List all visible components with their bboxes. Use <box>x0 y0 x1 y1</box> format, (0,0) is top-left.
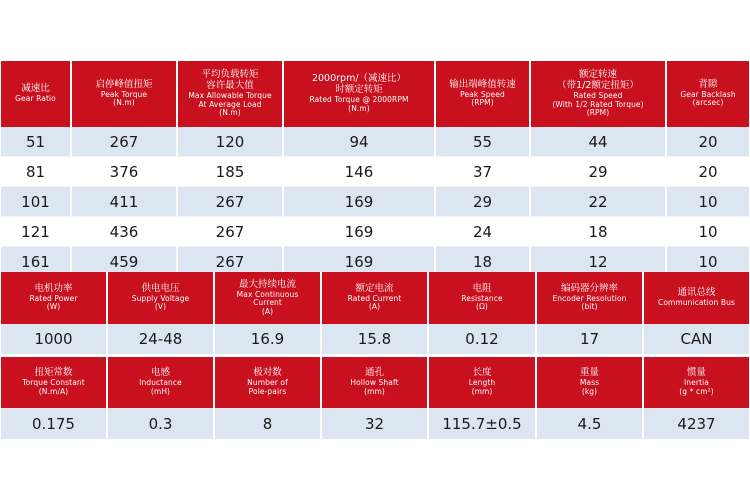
header-label-en: (A) <box>261 306 274 316</box>
header-label-en: Number of <box>247 378 288 388</box>
header-label-zh: 供电电压 <box>141 282 180 294</box>
header-label-en: Peak Speed <box>460 89 505 99</box>
header-label-zh: 额定电流 <box>355 282 394 294</box>
header-label-en: (N.m) <box>219 108 241 118</box>
header-label-en: Gear Ratio <box>15 94 56 104</box>
header-label-zh: 扭矩常数 <box>34 367 73 379</box>
table-cell: 20 <box>666 157 750 187</box>
table-cell: 10 <box>666 187 750 217</box>
header-label-zh: 极对数 <box>253 367 282 379</box>
table-cell: 0.175 <box>0 408 107 439</box>
table-cell: 10 <box>666 217 750 247</box>
column-header <box>321 357 428 408</box>
table-cell: 4237 <box>643 408 750 439</box>
header-label-en: (kg) <box>581 386 598 396</box>
header-label-zh: 通讯总线 <box>677 287 716 299</box>
table-cell: 18 <box>435 247 530 277</box>
table-cell: 146 <box>283 157 435 187</box>
table-cell: 12 <box>530 247 666 277</box>
header-label-en: Torque Constant <box>22 378 85 388</box>
column-header <box>107 357 214 408</box>
table-cell: 169 <box>283 247 435 277</box>
header-label-en: Max Allowable Torque <box>188 90 272 100</box>
table-cell: 121 <box>0 217 71 247</box>
header-label-en: Encoder Resolution <box>552 293 627 303</box>
header-label-en: (Ω) <box>476 302 488 312</box>
table-cell: 411 <box>71 187 177 217</box>
table-cell: 161 <box>0 247 71 277</box>
table-cell: 267 <box>177 187 283 217</box>
header-label-en: Rated Power <box>29 293 78 303</box>
table-row <box>0 217 750 247</box>
header-label-zh: 惯量 <box>686 367 706 379</box>
header-label-zh: 减速比 <box>21 83 50 95</box>
column-header <box>71 61 177 127</box>
column-header <box>428 357 536 408</box>
column-header <box>530 61 666 127</box>
header-label-en: Rated Current <box>347 293 402 303</box>
header-label-en: Peak Torque <box>100 89 148 99</box>
table-cell: 115.7±0.5 <box>428 408 536 439</box>
table-cell: 18 <box>530 217 666 247</box>
table-cell: 267 <box>177 247 283 277</box>
table-cell: 0.3 <box>107 408 214 439</box>
header-label-en: (N.m) <box>113 98 135 108</box>
table-row <box>0 408 750 439</box>
table-row <box>0 127 750 157</box>
column-header <box>177 61 283 127</box>
header-label-en: Rated Torque @ 2000RPM <box>309 95 409 105</box>
header-label-zh: 最大持续电流 <box>238 278 296 290</box>
header-label-en: (mm) <box>471 386 493 396</box>
header-label-zh: 电阻 <box>472 282 492 294</box>
table-cell: 0.12 <box>428 324 536 354</box>
header-label-en: Inductance <box>139 378 182 388</box>
column-header <box>321 272 428 324</box>
table-cell: 44 <box>530 127 666 157</box>
table-row <box>0 187 750 217</box>
header-label-en: (V) <box>154 302 167 312</box>
table-cell: 29 <box>435 187 530 217</box>
column-header <box>0 357 107 408</box>
header-label-zh: 编码器分辨率 <box>560 282 618 294</box>
table-cell: 436 <box>71 217 177 247</box>
header-label-en: (mm) <box>364 386 385 396</box>
column-header <box>643 272 750 324</box>
column-header <box>0 272 107 324</box>
column-header <box>536 357 643 408</box>
header-label-zh: 2000rpm/（减速比） <box>311 73 407 85</box>
table-header-row <box>0 357 750 408</box>
header-label-en: (With 1/2 Rated Torque) <box>552 99 644 109</box>
header-label-zh: （带1/2额定扭矩） <box>557 80 639 92</box>
table-cell: 185 <box>177 157 283 187</box>
table-row <box>0 324 750 354</box>
header-label-zh: 电机功率 <box>34 282 73 294</box>
header-label-en: Length <box>468 378 496 388</box>
table-cell: 24-48 <box>107 324 214 354</box>
header-label-zh: 输出端峰值转速 <box>449 78 516 90</box>
header-label-en: Current <box>253 298 282 308</box>
table-cell: 169 <box>283 217 435 247</box>
motor-mechanical-table <box>0 357 750 439</box>
header-label-en: (arcsec) <box>692 98 724 108</box>
table-cell: 51 <box>0 127 71 157</box>
header-label-en: (N.m) <box>348 103 370 113</box>
header-label-zh: 长度 <box>472 367 492 379</box>
column-header <box>214 357 321 408</box>
column-header <box>107 272 214 324</box>
table-cell: 29 <box>530 157 666 187</box>
header-label-zh: 重量 <box>579 367 599 379</box>
table-cell: 10 <box>666 247 750 277</box>
table-cell: CAN <box>643 324 750 354</box>
table-cell: 24 <box>435 217 530 247</box>
column-header <box>643 357 750 408</box>
motor-electrical-table <box>0 272 750 354</box>
header-label-zh: 额定转速 <box>578 69 617 81</box>
header-label-zh: 平均负载转矩 <box>201 69 259 81</box>
header-label-en: Communication Bus <box>657 298 735 308</box>
header-label-en: (A) <box>368 302 381 312</box>
table-header-row <box>0 61 750 127</box>
header-label-en: (mH) <box>150 386 171 396</box>
header-label-en: Max Continuous <box>236 289 299 299</box>
table-cell: 15.8 <box>321 324 428 354</box>
header-label-en: (RPM) <box>586 108 610 118</box>
table-row <box>0 157 750 187</box>
header-label-en: (g * cm²) <box>679 386 714 396</box>
table-cell: 376 <box>71 157 177 187</box>
header-label-zh: 电感 <box>150 367 170 379</box>
table-cell: 17 <box>536 324 643 354</box>
header-label-en: Gear Backlash <box>680 89 736 99</box>
header-label-en: (N.m/A) <box>38 386 69 396</box>
header-label-zh: 背隙 <box>698 78 718 90</box>
column-header <box>428 272 536 324</box>
header-label-zh: 时额定转矩 <box>335 84 383 96</box>
table-cell: 94 <box>283 127 435 157</box>
header-label-en: Inertia <box>684 378 709 388</box>
table-cell: 4.5 <box>536 408 643 439</box>
column-header <box>536 272 643 324</box>
header-label-en: Hollow Shaft <box>350 378 399 388</box>
table-cell: 8 <box>214 408 321 439</box>
header-label-en: Pole-pairs <box>248 386 287 396</box>
table-cell: 169 <box>283 187 435 217</box>
column-header <box>214 272 321 324</box>
column-header <box>435 61 530 127</box>
table-cell: 267 <box>71 127 177 157</box>
table-cell: 267 <box>177 217 283 247</box>
header-label-zh: 启停峰值扭矩 <box>95 78 153 90</box>
table-cell: 1000 <box>0 324 107 354</box>
table-cell: 101 <box>0 187 71 217</box>
header-label-en: (W) <box>46 302 61 312</box>
header-label-en: Mass <box>579 378 600 388</box>
header-label-en: Resistance <box>461 293 503 303</box>
column-header <box>283 61 435 127</box>
table-cell: 22 <box>530 187 666 217</box>
table-cell: 16.9 <box>214 324 321 354</box>
column-header <box>666 61 750 127</box>
header-label-zh: 容许最大值 <box>206 80 254 92</box>
table-cell: 32 <box>321 408 428 439</box>
table-cell: 120 <box>177 127 283 157</box>
header-label-zh: 通孔 <box>364 367 384 379</box>
table-cell: 459 <box>71 247 177 277</box>
header-label-en: (RPM) <box>471 98 494 108</box>
header-label-en: Supply Voltage <box>131 293 190 303</box>
header-label-en: (bit) <box>581 302 598 312</box>
header-label-en: Rated Speed <box>573 90 623 100</box>
table-cell: 55 <box>435 127 530 157</box>
column-header <box>0 61 71 127</box>
table-cell: 20 <box>666 127 750 157</box>
gear-spec-table <box>0 61 750 277</box>
table-cell: 37 <box>435 157 530 187</box>
header-label-en: At Average Load <box>198 99 262 109</box>
table-cell: 81 <box>0 157 71 187</box>
table-header-row <box>0 272 750 324</box>
